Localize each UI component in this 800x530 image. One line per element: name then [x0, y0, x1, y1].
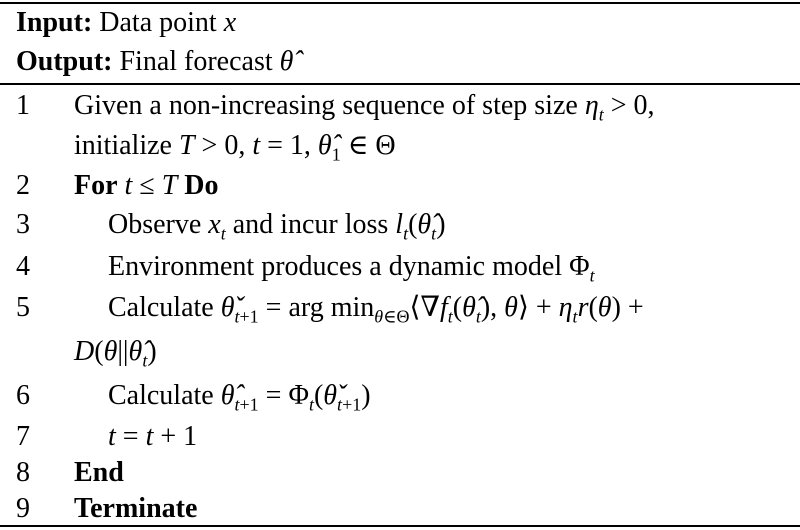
line-text: Observe $x_t$ and incur loss $l_t(\thetâ_t)$	[108, 209, 446, 244]
line-number: 3	[16, 209, 30, 240]
line-number: 6	[16, 380, 30, 411]
input-row	[16, 6, 236, 40]
keyword-terminate: Terminate	[74, 493, 198, 524]
line-text: $D(\theta||\thetâ_t)$	[74, 336, 157, 371]
input-label: Input:	[16, 7, 93, 38]
line-text: Environment produces a dynamic model $\Phi_t$	[108, 251, 595, 286]
line-text: Calculate $\thetǎ_{t+1}$ = arg $\min_{\theta\in\Theta}⟨\nabla f_t(\thetâ_t)$, θ⟩ + $\eta_tr(\theta)$ +	[108, 292, 644, 327]
line-number: 2	[16, 170, 30, 201]
line-text: For t ≤ T Do	[74, 170, 219, 201]
line-text: Given a non-increasing sequence of step size $\eta_t > 0$,	[74, 90, 655, 125]
line-number: 5	[16, 292, 30, 323]
line-number: 8	[16, 457, 30, 488]
line-number: 7	[16, 421, 30, 452]
bottom-rule	[0, 525, 800, 527]
line-text: Calculate $\thetâ_{t+1}$ = $\Phi_t(\thetǎ_{t+1})$	[108, 380, 371, 415]
line-number: 4	[16, 251, 30, 282]
keyword-end: End	[74, 457, 124, 488]
line-number: 9	[16, 493, 30, 524]
input-text: Data point x	[99, 7, 237, 38]
output-text: Final forecast θ̂	[119, 46, 294, 77]
line-text: t = t + 1	[108, 421, 198, 452]
header-rule	[0, 83, 800, 85]
keyword-do: Do	[184, 170, 219, 201]
line-number: 1	[16, 90, 30, 121]
output-label: Output:	[16, 46, 113, 77]
keyword-for: For	[74, 170, 118, 201]
top-rule	[0, 2, 800, 4]
line-text: initialize T > 0, t = 1, $\thetâ_1$ ∈ Θ	[74, 130, 396, 165]
output-row	[16, 45, 293, 79]
